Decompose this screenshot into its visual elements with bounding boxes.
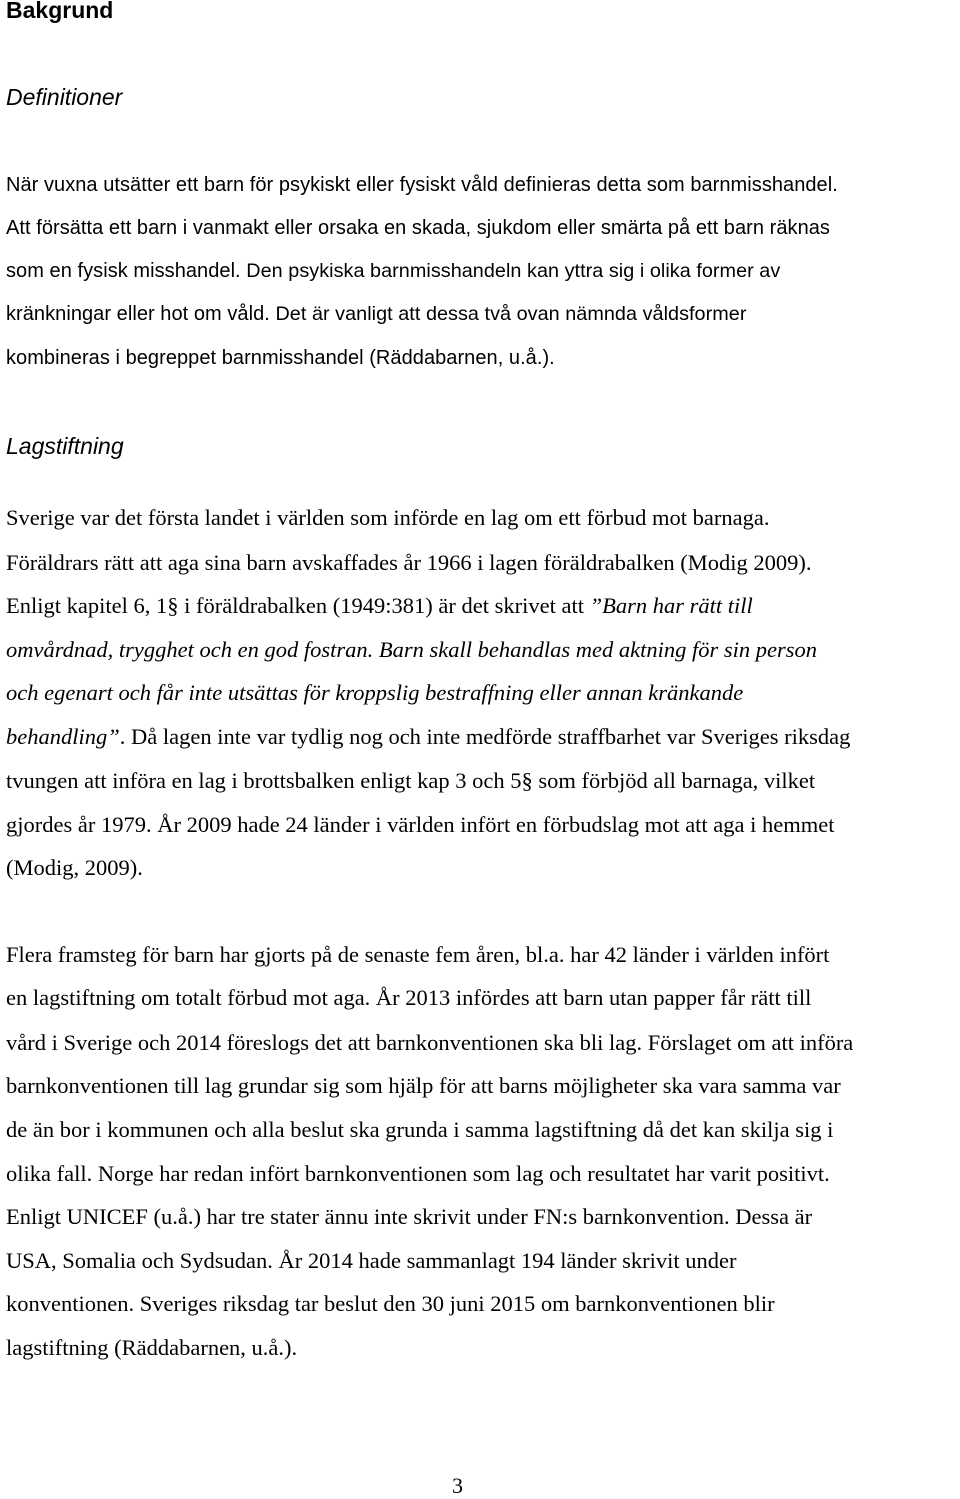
text-span: Den psykiska barnmisshandeln kan yttra sig i olika former av xyxy=(246,260,781,282)
section-title-lagstiftning: Lagstiftning xyxy=(6,433,124,459)
paragraph-line xyxy=(6,637,817,663)
page-number: 3 xyxy=(452,1473,463,1498)
paragraph-line: lagstiftning (Räddabarnen, u.å.). xyxy=(6,1335,298,1360)
paragraph-line: (Modig, 2009). xyxy=(6,855,143,880)
quote-span: omvårdnad, trygghet och en god fostran. xyxy=(6,637,379,662)
paragraph-line: tvungen att införa en lag i brottsbalken enligt kap 3 och 5§ som förbjöd all barnaga, vilket xyxy=(6,768,816,793)
paragraph-line: gjordes år 1979. År 2009 hade 24 länder i världen infört en förbudslag mot att aga i hemmet xyxy=(6,812,835,837)
paragraph-line xyxy=(6,724,850,750)
paragraph-line xyxy=(6,303,746,326)
quote-span: behandling” xyxy=(6,724,120,749)
paragraph-line: olika fall. Norge har redan infört barnkonventionen som lag och resultatet har varit positivt. xyxy=(6,1161,830,1186)
paragraph-line: kombineras i begreppet barnmisshandel (Räddabarnen, u.å.). xyxy=(6,347,555,369)
quote-span: Barn skall behandlas med aktning för sin person xyxy=(378,637,817,662)
paragraph-line xyxy=(6,260,780,283)
paragraph-line xyxy=(6,680,743,706)
text-span: kränkningar eller hot om våld. xyxy=(6,303,276,325)
paragraph-line: Enligt UNICEF (u.å.) har tre stater ännu inte skrivit under FN:s barnkonvention. Dessa är xyxy=(6,1204,813,1229)
paragraph-line: När vuxna utsätter ett barn för psykiskt eller fysiskt våld definieras detta som barnmisshandel. xyxy=(6,174,838,196)
page-heading: Bakgrund xyxy=(6,0,114,23)
text-span: Det är vanligt att dessa två ovan nämnda våldsformer xyxy=(275,303,747,325)
text-span: . Då lagen inte var tydlig nog och inte medförde straffbarhet var Sveriges riksdag xyxy=(119,724,851,749)
quote-span: ”Barn har rätt till xyxy=(589,593,753,618)
paragraph-line: Föräldrars rätt att aga sina barn avskaffades år 1966 i lagen föräldrabalken (Modig 2009). xyxy=(6,550,812,575)
paragraph-line: Sverige var det första landet i världen som införde en lag om ett förbud mot barnaga. xyxy=(6,505,770,530)
paragraph-line: konventionen. Sveriges riksdag tar beslut den 30 juni 2015 om barnkonventionen blir xyxy=(6,1291,775,1316)
text-span: Enligt kapitel 6, 1§ i föräldrabalken (1949:381) är det skrivet att xyxy=(6,593,590,618)
paragraph-line: en lagstiftning om totalt förbud mot aga. År 2013 infördes att barn utan papper får rätt till xyxy=(6,985,812,1010)
paragraph-line: USA, Somalia och Sydsudan. År 2014 hade sammanlagt 194 länder skrivit under xyxy=(6,1248,737,1273)
paragraph-line: Flera framsteg för barn har gjorts på de senaste fem åren, bl.a. har 42 länder i världen infört xyxy=(6,942,830,967)
paragraph-line xyxy=(6,593,753,619)
text-span: som en fysisk misshandel. xyxy=(6,260,247,282)
paragraph-line: barnkonventionen till lag grundar sig som hjälp för att barns möjligheter ska vara samma var xyxy=(6,1073,841,1098)
paragraph-line: vård i Sverige och 2014 föreslogs det att barnkonventionen ska bli lag. Förslaget om att införa xyxy=(6,1030,854,1055)
paragraph-line: de än bor i kommunen och alla beslut ska grunda i samma lagstiftning då det kan skilja sig i xyxy=(6,1117,834,1142)
section-title-definitioner: Definitioner xyxy=(6,84,123,110)
quote-span: och egenart och får inte utsättas för kroppslig bestraffning eller annan kränkande xyxy=(6,680,744,705)
paragraph-line: Att försätta ett barn i vanmakt eller orsaka en skada, sjukdom eller smärta på ett barn räknas xyxy=(6,217,830,239)
